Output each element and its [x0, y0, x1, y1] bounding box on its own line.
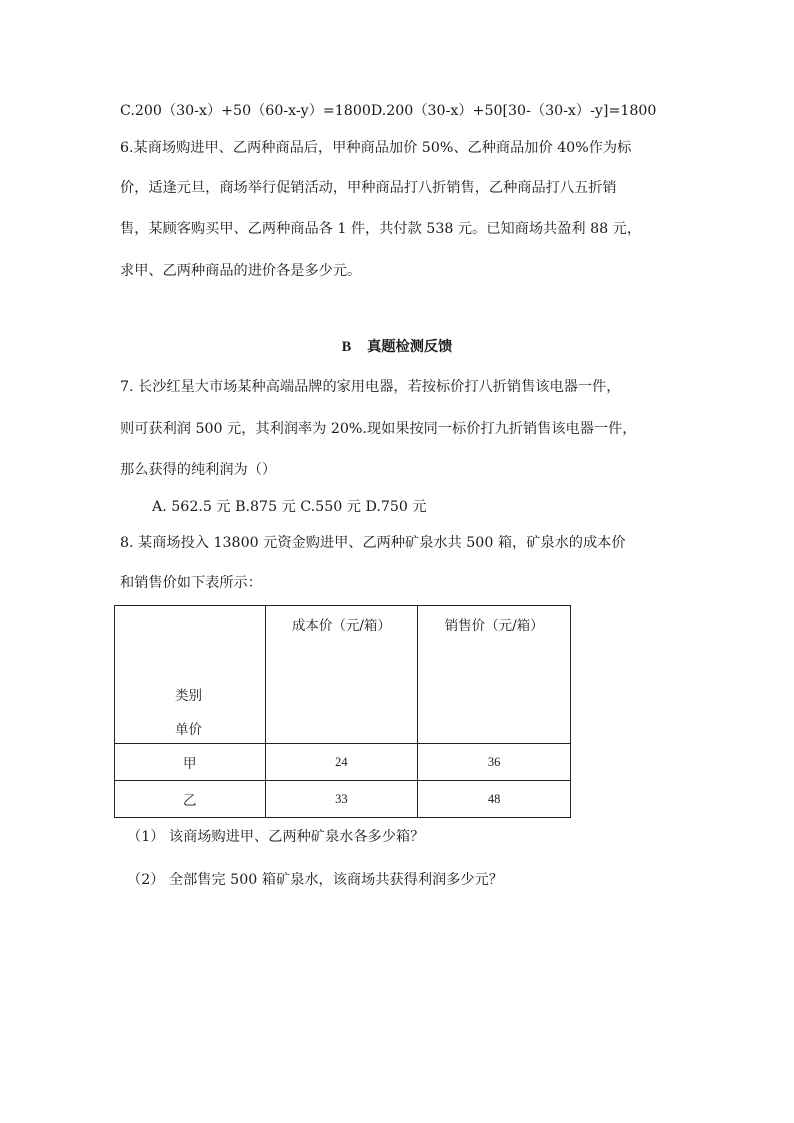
- table-row: [115, 781, 571, 818]
- section-letter: B: [341, 339, 352, 355]
- section-heading: [0, 337, 794, 357]
- q6-line-2: 价，适逢元旦，商场举行促销活动，甲种商品打八折销售，乙种商品打八五折销: [120, 180, 617, 196]
- row-label-jia: 甲: [115, 744, 266, 781]
- price-table: [114, 605, 571, 818]
- q7-line-2: 则可获利润 500 元，其利润率为 20%.现如果按同一标价打九折销售该电器一件，: [120, 421, 637, 437]
- table-row: [115, 744, 571, 781]
- table-header-corner: [115, 606, 266, 744]
- table-header-cost: 成本价（元/箱）: [265, 606, 418, 744]
- row-label-yi: 乙: [115, 781, 266, 818]
- q7-line-3: 那么获得的纯利润为（）: [120, 462, 277, 478]
- q6-line-3: 售，某顾客购买甲、乙两种商品各 1 件，共付款 538 元。已知商场共盈利 88 元，: [120, 221, 642, 237]
- q6-line-1: 6.某商场购进甲、乙两种商品后，甲种商品加价 50%、乙种商品加价 40%作为标: [120, 140, 632, 156]
- section-title: 真题检测反馈: [367, 339, 453, 355]
- table-header-row: [115, 606, 571, 744]
- price-cell: 48: [418, 781, 571, 818]
- table-header-price: 销售价（元/箱）: [418, 606, 571, 744]
- q7-answer-options: A. 562.5 元 B.875 元 C.550 元 D.750 元: [152, 499, 427, 515]
- sub-question-1: （1） 该商场购进甲、乙两种矿泉水各多少箱？: [127, 829, 425, 845]
- cost-cell: 24: [265, 744, 418, 781]
- q6-line-4: 求甲、乙两种商品的进价各是多少元。: [120, 263, 362, 279]
- sub-question-2: （2） 全部售完 500 箱矿泉水，该商场共获得利润多少元？: [127, 872, 503, 888]
- q8-line-2: 和销售价如下表所示：: [120, 575, 262, 591]
- q8-line-1: 8. 某商场投入 13800 元资金购进甲、乙两种矿泉水共 500 箱，矿泉水的成本价: [120, 535, 626, 551]
- header-unit-price-label: 单价: [175, 722, 202, 738]
- header-category-label: 类别: [175, 688, 202, 704]
- price-cell: 36: [418, 744, 571, 781]
- equation-options-line: C.200（30-x）+50（60-x-y）=1800D.200（30-x）+50[30-（30-x）-y]=1800: [120, 103, 657, 119]
- q7-line-1: 7. 长沙红星大市场某种高端品牌的家用电器，若按标价打八折销售该电器一件，: [120, 379, 621, 395]
- cost-cell: 33: [265, 781, 418, 818]
